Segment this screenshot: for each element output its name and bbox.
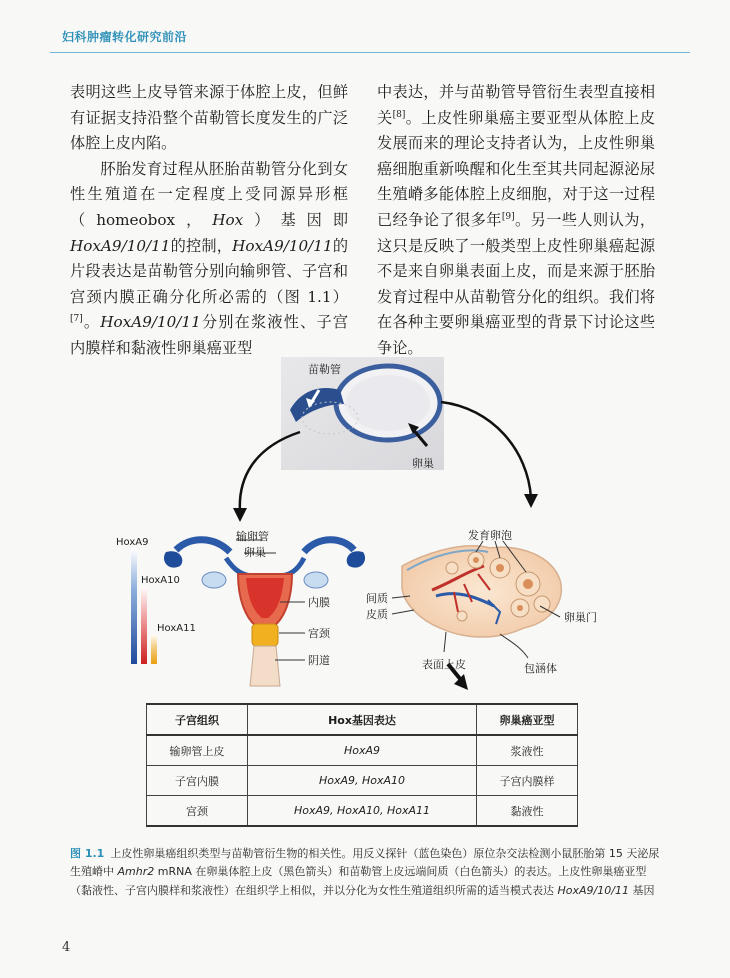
hox-expression-table: [146, 703, 578, 827]
arrow-to-ovary: [441, 402, 531, 498]
gene-term: HoxA9/10/11: [100, 313, 201, 332]
figure-number: 图 1.1: [70, 847, 105, 860]
text-run: 。另一些人则认为，这只是反映了一般类型上皮性卵巢癌起源不是来自卵巢表面上皮，而是来源于胚胎发育过程中从苗勒管分化的组织。我们将在各种主要卵巢癌亚型的背景下讨论这些争论。: [377, 210, 656, 357]
text-run: 。上皮性卵巢癌主要亚型从体腔上皮发展而来的理论支持者认为，上皮性卵巢癌细胞重新唤醒和化生至其共同起源泌尿生殖嵴多能体腔上皮细胞，对于这一过程已经争论了很多年: [377, 108, 656, 229]
figure-caption: [70, 845, 660, 900]
label-ovary-uterus: 卵巢: [244, 546, 266, 559]
table-cell: HoxA9: [248, 735, 477, 766]
label-endometrium: 内膜: [308, 596, 330, 609]
label-cortex: 皮质: [366, 608, 388, 621]
label-vagina: 阴道: [308, 654, 330, 667]
table-cell: 宫颈: [147, 796, 248, 827]
text-run: 的片段表达是苗勒管分别向输卵管、子宫和宫颈内膜正确分化所必需的（图 1.1）: [70, 236, 349, 306]
embryo-in-situ-image: [281, 357, 444, 470]
ovary-cross-section: [402, 546, 561, 637]
running-title: 妇科肿瘤转化研究前沿: [62, 30, 188, 44]
table-header-cell: Hox基因表达: [248, 704, 477, 735]
table-header-cell: 卵巢癌亚型: [476, 704, 577, 735]
label-ovary-embryo: 卵巢: [412, 457, 434, 470]
page-number: 4: [62, 940, 71, 955]
label-fallopian-tube: 输卵管: [236, 530, 269, 543]
gene-term: HoxA9/10/11: [232, 236, 333, 255]
table-cell: 子宫内膜样: [476, 766, 577, 796]
table-cell: HoxA9, HoxA10: [248, 766, 477, 796]
left-paragraph-1: 表明这些上皮导管来源于体腔上皮，但鲜有证据支持沿整个苗勒管长度发生的广泛体腔上皮内陷。: [70, 83, 348, 153]
text-run: 肧胎发育过程从胚胎苗勒管分化到女性生殖道在一定程度上受同源异形框（homeobox，: [70, 159, 348, 229]
uterus-illustration: [164, 540, 365, 686]
table-cell: 输卵管上皮: [147, 735, 248, 766]
label-cervix: 宫颈: [308, 627, 330, 640]
table-cell: HoxA9, HoxA10, HoxA11: [248, 796, 477, 827]
text-run: 。: [82, 313, 101, 332]
gene-term: Hox: [212, 210, 244, 229]
text-run: 的控制，: [170, 236, 233, 255]
gene-term: Amhr2: [117, 865, 155, 879]
table-cell: 浆液性: [476, 735, 577, 766]
caption-text: 基因: [628, 883, 655, 897]
caption-text: mRNA 在卵巢体腔上皮（黑色箭头）和苗勒管上皮远端间质（白色箭头）的表达。上皮性卵巢癌亚型（黏液性、子宫内膜样和浆液性）在组织学上相似，并以分化为女性生殖道组织所需的适当模式表达: [70, 865, 647, 897]
caption-text: 上皮性卵巢癌组织类型与苗勒管衍生物的相关性。用反义探针（蓝色染色）原位杂交法检测小鼠胚胎第 15 天泌尿生殖嵴中: [70, 847, 660, 879]
table-row: [147, 735, 578, 766]
text-run: ）基因即: [243, 210, 349, 229]
label-hoxa11: HoxA11: [157, 623, 196, 634]
hox-gradient-legend: [131, 548, 157, 664]
table-cell: 子宫内膜: [147, 766, 248, 796]
table-header-cell: 子宫组织: [147, 704, 248, 735]
label-stroma: 间质: [366, 592, 388, 605]
table-cell: 黏液性: [476, 796, 577, 827]
table-header-row: [147, 704, 578, 735]
label-surface-epithelium: 表面上皮: [422, 658, 466, 671]
label-hilum: 卵巢门: [564, 611, 597, 624]
gene-term: HoxA9/10/11: [557, 883, 629, 897]
label-developing-follicle: 发育卵泡: [468, 529, 512, 542]
label-hoxa9: HoxA9: [116, 537, 149, 548]
gene-term: HoxA9/10/11: [70, 236, 171, 255]
label-hoxa10: HoxA10: [141, 575, 180, 586]
text-run: 分别在浆液性、子宫内膜样和黏液性卵巢癌亚型: [70, 313, 348, 357]
table-row: [147, 766, 578, 796]
label-inclusion-cyst: 包涵体: [524, 662, 557, 675]
citation-ref: [8]: [392, 109, 406, 120]
label-mullerian-duct: 苗勒管: [308, 363, 341, 376]
table-row: [147, 796, 578, 827]
citation-ref: [9]: [501, 211, 515, 222]
citation-ref: [7]: [70, 314, 83, 325]
text-run: 中表达，并与苗勒管导管衍生表型直接相关: [377, 83, 655, 127]
